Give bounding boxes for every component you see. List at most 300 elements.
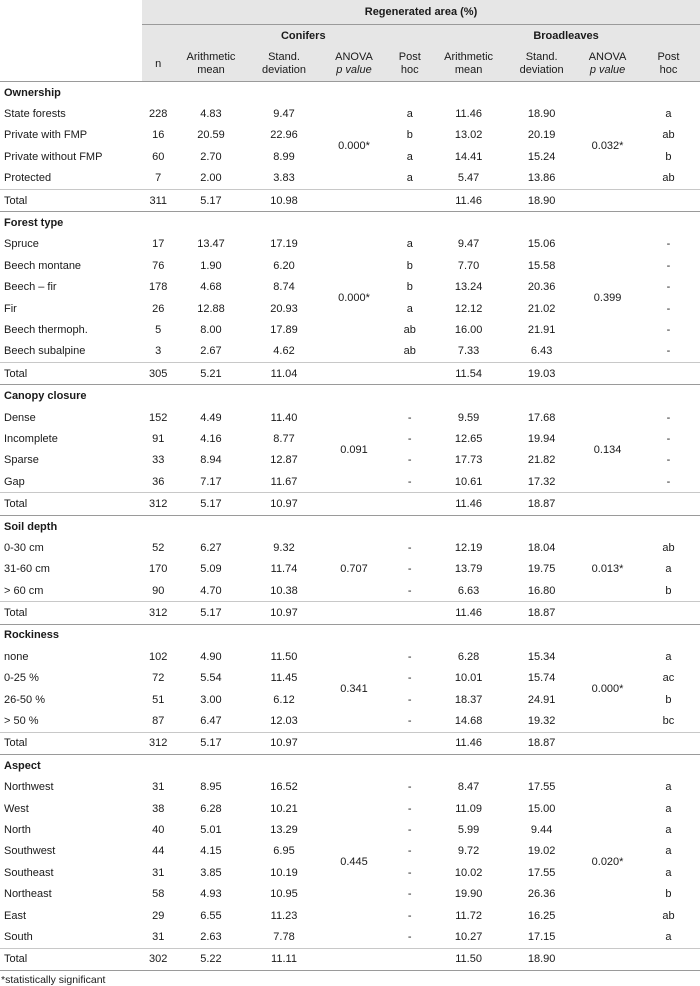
header-corner xyxy=(0,0,142,25)
row-label: Total xyxy=(0,363,142,385)
cell-broadleaves-posthoc: - xyxy=(666,345,671,358)
cell-broadleaves-posthoc: a xyxy=(665,802,672,815)
cell-broadleaves-sd: 18.87 xyxy=(505,732,578,754)
cell-conifers-sd: 8.74 xyxy=(273,281,295,294)
cell-n: 31 xyxy=(152,866,165,879)
cell-broadleaves-posthoc: ab xyxy=(662,172,675,185)
total-row xyxy=(0,189,700,211)
cell-conifers-posthoc: a xyxy=(406,150,413,163)
cell-conifers-sd: 11.11 xyxy=(247,948,320,970)
cell-n: 52 xyxy=(152,541,165,554)
cell-broadleaves-sd: 19.75 xyxy=(527,563,556,576)
cell-conifers-anova: 0.091 xyxy=(340,443,368,456)
cell-conifers-posthoc: - xyxy=(407,650,412,663)
cell-broadleaves-sd: 6.43 xyxy=(530,345,553,358)
cell-conifers-posthoc xyxy=(387,602,432,624)
cell-conifers-sd: 11.04 xyxy=(247,363,320,385)
row-label: 0-25 % xyxy=(4,672,39,685)
cell-broadleaves-mean: 11.46 xyxy=(432,189,505,211)
cell-conifers-mean: 5.09 xyxy=(200,563,222,576)
cell-broadleaves-mean: 16.00 xyxy=(454,323,483,336)
cell-broadleaves-mean: 14.41 xyxy=(454,150,483,163)
table-row xyxy=(0,646,700,667)
cell-n: 51 xyxy=(152,693,165,706)
row-label: Private without FMP xyxy=(4,150,103,163)
cell-n: 91 xyxy=(152,432,165,445)
cell-broadleaves-mean: 10.02 xyxy=(454,866,483,879)
row-label: Total xyxy=(0,189,142,211)
cell-conifers-sd: 10.97 xyxy=(247,732,320,754)
cell-broadleaves-posthoc: - xyxy=(666,323,671,336)
header-broadleaves: Broadleaves xyxy=(432,25,700,48)
cell-broadleaves-posthoc: bc xyxy=(662,715,675,728)
cell-conifers-posthoc: - xyxy=(407,930,412,943)
cell-conifers-mean: 5.01 xyxy=(200,823,222,836)
cell-broadleaves-posthoc: a xyxy=(665,108,672,121)
cell-conifers-anova xyxy=(321,948,388,970)
group-header-row xyxy=(0,624,700,646)
cell-broadleaves-posthoc: b xyxy=(665,693,672,706)
group-header-row xyxy=(0,212,700,234)
cell-conifers-sd: 11.50 xyxy=(270,650,298,663)
header-conifers-anova: ANOVA p value xyxy=(321,47,388,82)
table-row xyxy=(0,407,700,428)
cell-broadleaves-mean: 13.24 xyxy=(454,281,483,294)
row-label: Northeast xyxy=(4,888,52,901)
cell-broadleaves-sd: 21.91 xyxy=(527,323,556,336)
cell-conifers-posthoc: - xyxy=(407,888,412,901)
cell-conifers-mean: 2.63 xyxy=(200,930,222,943)
cell-broadleaves-mean: 12.12 xyxy=(454,302,483,315)
cell-conifers-posthoc: ab xyxy=(403,323,416,336)
cell-n: 7 xyxy=(155,172,162,185)
total-row xyxy=(0,493,700,515)
cell-conifers-mean: 4.68 xyxy=(200,281,222,294)
cell-n: 44 xyxy=(152,845,165,858)
cell-conifers-mean: 4.49 xyxy=(200,411,222,424)
cell-broadleaves-posthoc: a xyxy=(665,845,672,858)
cell-conifers-mean: 5.54 xyxy=(200,672,222,685)
cell-conifers-sd: 11.45 xyxy=(270,672,298,685)
cell-broadleaves-mean: 17.73 xyxy=(454,454,483,467)
cell-conifers-mean: 6.47 xyxy=(200,715,222,728)
cell-conifers-posthoc: - xyxy=(407,411,412,424)
cell-conifers-sd: 12.87 xyxy=(270,454,298,467)
cell-broadleaves-sd: 18.87 xyxy=(505,602,578,624)
cell-broadleaves-mean: 13.79 xyxy=(454,563,483,576)
total-row xyxy=(0,732,700,754)
cell-broadleaves-mean: 10.61 xyxy=(454,475,483,488)
cell-conifers-sd: 10.98 xyxy=(247,189,320,211)
cell-broadleaves-mean: 19.90 xyxy=(454,888,483,901)
cell-broadleaves-sd: 15.74 xyxy=(527,672,556,685)
cell-broadleaves-sd: 19.02 xyxy=(527,845,556,858)
cell-conifers-anova: 0.707 xyxy=(340,563,368,576)
group-title: Canopy closure xyxy=(0,385,700,407)
cell-conifers-mean: 6.27 xyxy=(200,541,222,554)
cell-broadleaves-posthoc xyxy=(637,493,700,515)
row-label: Private with FMP xyxy=(4,129,88,142)
cell-n: 33 xyxy=(152,454,165,467)
cell-n: 178 xyxy=(149,281,168,294)
cell-n: 31 xyxy=(152,930,165,943)
cell-conifers-anova xyxy=(321,493,388,515)
cell-conifers-mean: 12.88 xyxy=(197,302,225,315)
cell-broadleaves-posthoc xyxy=(637,363,700,385)
header-broadleaves-anova: ANOVA p value xyxy=(578,47,637,82)
header-n: n xyxy=(142,47,174,82)
cell-broadleaves-sd: 15.00 xyxy=(527,802,556,815)
cell-n: 312 xyxy=(142,732,174,754)
cell-conifers-anova: 0.341 xyxy=(340,682,368,695)
total-row xyxy=(0,948,700,970)
header-broadleaves-sd: Stand. deviation xyxy=(505,47,578,82)
cell-broadleaves-posthoc: ac xyxy=(662,672,675,685)
cell-conifers-mean: 2.00 xyxy=(200,172,222,185)
cell-n: 312 xyxy=(142,602,174,624)
header-conifers-mean: Arithmetic mean xyxy=(174,47,247,82)
cell-broadleaves-sd: 13.86 xyxy=(527,172,556,185)
cell-broadleaves-sd: 17.68 xyxy=(527,411,556,424)
cell-broadleaves-mean: 9.59 xyxy=(457,411,480,424)
cell-broadleaves-posthoc: ab xyxy=(662,541,675,554)
cell-n: 38 xyxy=(152,802,165,815)
group-title: Rockiness xyxy=(0,624,700,646)
cell-broadleaves-anova: 0.013* xyxy=(591,563,624,576)
cell-conifers-posthoc: - xyxy=(407,802,412,815)
cell-broadleaves-posthoc: a xyxy=(665,650,672,663)
cell-broadleaves-sd: 18.90 xyxy=(505,948,578,970)
row-label: none xyxy=(4,650,29,663)
cell-conifers-posthoc: a xyxy=(406,302,413,315)
cell-conifers-posthoc: b xyxy=(406,259,413,272)
cell-broadleaves-mean: 6.28 xyxy=(457,650,480,663)
row-label: Total xyxy=(0,732,142,754)
table-row xyxy=(0,234,700,255)
cell-broadleaves-mean: 11.46 xyxy=(455,108,482,121)
cell-broadleaves-sd: 18.87 xyxy=(505,493,578,515)
cell-conifers-sd: 17.19 xyxy=(270,238,298,251)
cell-conifers-sd: 6.20 xyxy=(273,259,295,272)
cell-broadleaves-sd: 18.04 xyxy=(527,541,556,554)
cell-conifers-posthoc: - xyxy=(407,454,412,467)
cell-conifers-sd: 16.52 xyxy=(270,781,298,794)
row-label: West xyxy=(4,802,29,815)
cell-broadleaves-posthoc: b xyxy=(665,150,672,163)
cell-conifers-posthoc: ab xyxy=(403,345,416,358)
cell-broadleaves-mean: 11.46 xyxy=(432,732,505,754)
cell-broadleaves-mean: 18.37 xyxy=(454,693,483,706)
cell-n: 152 xyxy=(149,411,168,424)
cell-n: 36 xyxy=(152,475,165,488)
row-label: North xyxy=(4,823,31,836)
cell-conifers-posthoc: - xyxy=(407,845,412,858)
cell-broadleaves-mean: 9.72 xyxy=(457,845,480,858)
cell-conifers-posthoc: - xyxy=(407,715,412,728)
cell-broadleaves-sd: 18.90 xyxy=(527,108,556,121)
cell-conifers-mean: 7.17 xyxy=(200,475,222,488)
cell-broadleaves-sd: 16.80 xyxy=(527,584,556,597)
group-header-row xyxy=(0,385,700,407)
cell-conifers-mean: 5.17 xyxy=(174,493,247,515)
cell-conifers-mean: 8.94 xyxy=(200,454,222,467)
row-label: Northwest xyxy=(4,781,54,794)
cell-conifers-mean: 4.70 xyxy=(200,584,222,597)
cell-broadleaves-mean: 8.47 xyxy=(457,781,480,794)
cell-conifers-sd: 3.83 xyxy=(273,172,295,185)
cell-conifers-sd: 6.12 xyxy=(273,693,295,706)
cell-broadleaves-sd: 24.91 xyxy=(527,693,556,706)
header-regenerated-area: Regenerated area (%) xyxy=(142,0,700,25)
row-label: State forests xyxy=(4,108,66,121)
cell-broadleaves-sd: 17.15 xyxy=(527,930,556,943)
cell-broadleaves-sd: 26.36 xyxy=(527,888,556,901)
cell-conifers-anova xyxy=(321,732,388,754)
row-label: Southeast xyxy=(4,866,54,879)
cell-broadleaves-anova: 0.000* xyxy=(591,682,624,695)
cell-conifers-mean: 6.55 xyxy=(200,909,222,922)
cell-broadleaves-mean: 14.68 xyxy=(454,715,483,728)
cell-conifers-sd: 7.78 xyxy=(273,930,295,943)
cell-n: 170 xyxy=(149,563,168,576)
cell-conifers-sd: 8.99 xyxy=(273,150,295,163)
cell-broadleaves-anova xyxy=(578,602,637,624)
cell-conifers-posthoc xyxy=(387,493,432,515)
cell-conifers-anova xyxy=(321,363,388,385)
cell-broadleaves-posthoc xyxy=(637,189,700,211)
cell-broadleaves-posthoc: - xyxy=(666,259,671,272)
cell-broadleaves-posthoc: a xyxy=(665,563,672,576)
group-header-row xyxy=(0,515,700,537)
cell-n: 5 xyxy=(155,323,162,336)
cell-n: 311 xyxy=(142,189,174,211)
group-title: Soil depth xyxy=(0,515,700,537)
cell-broadleaves-sd: 16.25 xyxy=(527,909,556,922)
row-label: Gap xyxy=(4,475,25,488)
cell-conifers-mean: 5.21 xyxy=(174,363,247,385)
cell-conifers-sd: 13.29 xyxy=(270,823,298,836)
cell-broadleaves-sd: 9.44 xyxy=(530,823,553,836)
footnote: *statistically significant xyxy=(1,974,106,986)
cell-conifers-anova xyxy=(321,189,388,211)
cell-broadleaves-mean: 12.65 xyxy=(454,432,483,445)
cell-conifers-posthoc: - xyxy=(407,823,412,836)
cell-conifers-sd: 9.32 xyxy=(273,541,295,554)
cell-n: 29 xyxy=(152,909,165,922)
cell-broadleaves-posthoc: - xyxy=(666,411,671,424)
row-label: 26-50 % xyxy=(4,693,45,706)
header-broadleaves-mean: Arithmetic mean xyxy=(432,47,505,82)
cell-conifers-mean: 4.93 xyxy=(200,888,222,901)
cell-conifers-mean: 5.17 xyxy=(174,732,247,754)
header-broadleaves-posthoc: Post hoc xyxy=(637,47,700,82)
cell-conifers-posthoc xyxy=(387,363,432,385)
header-conifers-posthoc: Post hoc xyxy=(387,47,432,82)
cell-n: 17 xyxy=(152,238,165,251)
row-label: Southwest xyxy=(4,845,56,858)
cell-broadleaves-sd: 21.02 xyxy=(527,302,556,315)
cell-broadleaves-anova: 0.399 xyxy=(593,291,622,304)
table-row xyxy=(0,103,700,124)
row-label: Fir xyxy=(4,302,17,315)
cell-broadleaves-mean: 11.46 xyxy=(432,602,505,624)
cell-broadleaves-posthoc: ab xyxy=(662,129,675,142)
cell-n: 228 xyxy=(149,108,168,121)
cell-conifers-posthoc: - xyxy=(407,475,412,488)
cell-conifers-posthoc xyxy=(387,732,432,754)
cell-conifers-posthoc xyxy=(387,189,432,211)
row-label: Total xyxy=(0,948,142,970)
row-label: Beech subalpine xyxy=(4,345,86,358)
cell-broadleaves-posthoc: ab xyxy=(662,909,675,922)
cell-broadleaves-posthoc: b xyxy=(665,584,672,597)
cell-conifers-sd: 11.40 xyxy=(270,411,298,424)
cell-conifers-mean: 20.59 xyxy=(197,129,225,142)
row-label: Protected xyxy=(4,172,52,185)
cell-broadleaves-mean: 6.63 xyxy=(457,584,480,597)
cell-broadleaves-posthoc: a xyxy=(665,866,672,879)
cell-broadleaves-sd: 19.94 xyxy=(527,432,556,445)
cell-broadleaves-anova: 0.020* xyxy=(591,856,624,869)
header-conifers: Conifers xyxy=(174,25,432,48)
row-label: > 50 % xyxy=(4,715,39,728)
row-label: 31-60 cm xyxy=(4,563,50,576)
cell-conifers-sd: 6.95 xyxy=(273,845,295,858)
cell-n: 16 xyxy=(152,129,165,142)
cell-broadleaves-mean: 7.33 xyxy=(457,345,480,358)
cell-broadleaves-sd: 19.03 xyxy=(505,363,578,385)
row-label: Incomplete xyxy=(4,432,58,445)
cell-n: 312 xyxy=(142,493,174,515)
row-label: Sparse xyxy=(4,454,39,467)
cell-broadleaves-mean: 12.19 xyxy=(454,541,483,554)
cell-broadleaves-mean: 13.02 xyxy=(454,129,483,142)
cell-broadleaves-mean: 5.47 xyxy=(457,172,480,185)
table-row xyxy=(0,537,700,558)
cell-broadleaves-sd: 20.19 xyxy=(527,129,556,142)
total-row xyxy=(0,602,700,624)
cell-conifers-sd: 10.21 xyxy=(270,802,298,815)
cell-broadleaves-mean: 9.47 xyxy=(457,238,480,251)
cell-n: 58 xyxy=(152,888,165,901)
cell-broadleaves-anova xyxy=(578,732,637,754)
row-label: > 60 cm xyxy=(4,584,44,597)
cell-conifers-sd: 10.97 xyxy=(247,602,320,624)
cell-conifers-posthoc: - xyxy=(407,781,412,794)
cell-broadleaves-posthoc: - xyxy=(666,302,671,315)
cell-n: 26 xyxy=(152,302,165,315)
row-label: Beech – fir xyxy=(4,281,57,294)
cell-conifers-sd: 22.96 xyxy=(270,129,298,142)
cell-n: 305 xyxy=(142,363,174,385)
cell-broadleaves-mean: 7.70 xyxy=(457,259,480,272)
cell-broadleaves-posthoc: b xyxy=(665,888,672,901)
cell-conifers-mean: 5.17 xyxy=(174,189,247,211)
group-header-row xyxy=(0,755,700,777)
cell-broadleaves-posthoc: - xyxy=(666,281,671,294)
cell-broadleaves-anova xyxy=(578,189,637,211)
cell-conifers-anova xyxy=(321,602,388,624)
cell-broadleaves-mean: 11.46 xyxy=(432,493,505,515)
cell-broadleaves-sd: 15.24 xyxy=(527,150,556,163)
cell-conifers-sd: 4.62 xyxy=(273,345,295,358)
cell-n: 102 xyxy=(149,650,168,663)
cell-broadleaves-posthoc: - xyxy=(666,454,671,467)
cell-conifers-posthoc: a xyxy=(406,238,413,251)
cell-broadleaves-posthoc: a xyxy=(665,823,672,836)
cell-broadleaves-posthoc xyxy=(637,948,700,970)
cell-conifers-posthoc: b xyxy=(406,129,413,142)
group-title: Forest type xyxy=(0,212,700,234)
cell-n: 40 xyxy=(152,823,165,836)
row-label: Beech montane xyxy=(4,259,82,272)
cell-conifers-mean: 5.17 xyxy=(174,602,247,624)
cell-conifers-posthoc: - xyxy=(407,693,412,706)
cell-conifers-posthoc: - xyxy=(407,672,412,685)
cell-broadleaves-anova xyxy=(578,363,637,385)
cell-conifers-sd: 11.67 xyxy=(270,475,298,488)
cell-broadleaves-anova xyxy=(578,948,637,970)
cell-conifers-sd: 11.74 xyxy=(270,563,298,576)
cell-conifers-mean: 4.83 xyxy=(200,108,222,121)
cell-broadleaves-mean: 10.27 xyxy=(454,930,483,943)
cell-broadleaves-posthoc: - xyxy=(666,475,671,488)
cell-conifers-posthoc: - xyxy=(407,563,412,576)
cell-conifers-sd: 20.93 xyxy=(270,302,298,315)
cell-conifers-sd: 10.95 xyxy=(270,888,298,901)
cell-n: 87 xyxy=(152,715,165,728)
row-label: Dense xyxy=(4,411,36,424)
cell-conifers-anova: 0.445 xyxy=(340,856,368,869)
cell-conifers-sd: 10.97 xyxy=(247,493,320,515)
cell-broadleaves-sd: 21.82 xyxy=(527,454,556,467)
cell-broadleaves-sd: 18.90 xyxy=(505,189,578,211)
cell-conifers-sd: 8.77 xyxy=(273,432,295,445)
cell-broadleaves-sd: 17.32 xyxy=(527,475,556,488)
cell-n: 76 xyxy=(152,259,165,272)
cell-broadleaves-mean: 11.72 xyxy=(455,909,482,922)
cell-conifers-sd: 10.19 xyxy=(270,866,298,879)
cell-conifers-mean: 13.47 xyxy=(197,238,225,251)
cell-conifers-posthoc: - xyxy=(407,866,412,879)
cell-conifers-posthoc: - xyxy=(407,541,412,554)
cell-conifers-posthoc: - xyxy=(407,432,412,445)
cell-conifers-mean: 3.00 xyxy=(200,693,222,706)
cell-conifers-posthoc: - xyxy=(407,909,412,922)
cell-broadleaves-sd: 17.55 xyxy=(527,781,556,794)
cell-conifers-mean: 8.00 xyxy=(200,323,222,336)
cell-broadleaves-mean: 11.50 xyxy=(432,948,505,970)
cell-broadleaves-posthoc: - xyxy=(666,238,671,251)
row-label: Total xyxy=(0,602,142,624)
cell-conifers-mean: 4.16 xyxy=(200,432,222,445)
cell-broadleaves-posthoc: a xyxy=(665,781,672,794)
row-label: East xyxy=(4,909,27,922)
row-label: Beech thermoph. xyxy=(4,323,88,336)
cell-conifers-mean: 4.90 xyxy=(200,650,222,663)
cell-broadleaves-mean: 11.54 xyxy=(432,363,505,385)
cell-conifers-mean: 8.95 xyxy=(200,781,222,794)
cell-conifers-mean: 4.15 xyxy=(200,845,222,858)
group-header-row xyxy=(0,82,700,104)
cell-conifers-posthoc: a xyxy=(406,172,413,185)
cell-conifers-posthoc: a xyxy=(406,108,413,121)
cell-n: 3 xyxy=(155,345,162,358)
cell-broadleaves-mean: 5.99 xyxy=(457,823,480,836)
cell-n: 31 xyxy=(152,781,165,794)
cell-n: 60 xyxy=(152,150,165,163)
cell-conifers-sd: 12.03 xyxy=(270,715,298,728)
